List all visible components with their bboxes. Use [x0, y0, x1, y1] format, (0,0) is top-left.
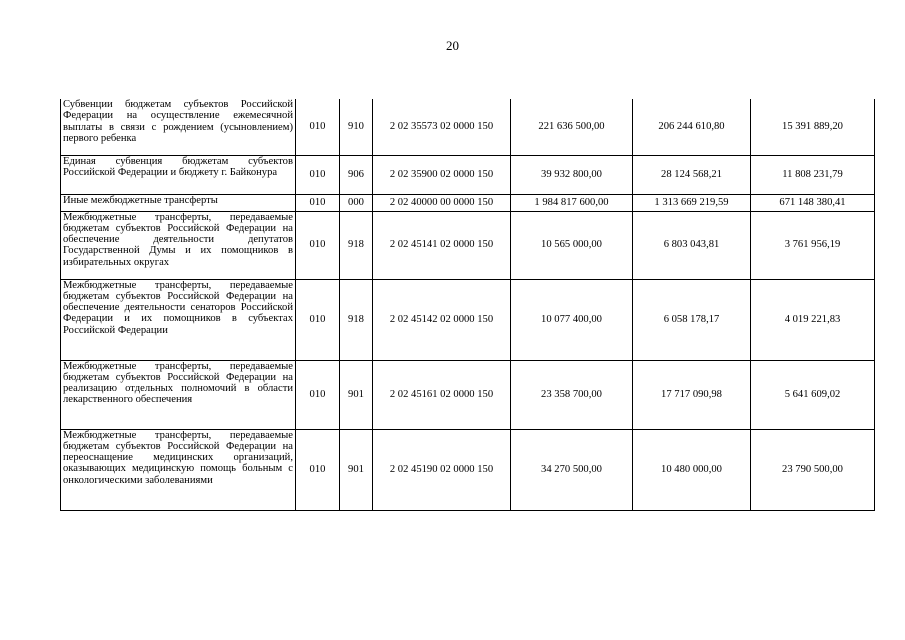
row-name: Межбюджетные трансферты, передаваемые бюджетам субъектов Российской Федерации на реализацию отдельных полномочий в области лекарственного обеспечения — [61, 360, 296, 429]
budget-transfers-table — [60, 99, 875, 511]
row-approved-amount: 39 932 800,00 — [511, 155, 633, 194]
row-name: Единая субвенция бюджетам субъектов Российской Федерации и бюджету г. Байконура — [61, 155, 296, 194]
row-remainder-amount: 3 761 956,19 — [751, 211, 875, 279]
row-admin-code: 901 — [340, 360, 373, 429]
row-section-code: 010 — [296, 211, 340, 279]
row-remainder-amount: 671 148 380,41 — [751, 194, 875, 211]
table-row — [61, 429, 875, 510]
row-name: Межбюджетные трансферты, передаваемые бюджетам субъектов Российской Федерации на обеспечение деятельности сенаторов Российской Федерации и их помощников в субъектах Российской Федерации — [61, 279, 296, 360]
row-section-code: 010 — [296, 279, 340, 360]
row-executed-amount: 6 058 178,17 — [633, 279, 751, 360]
row-executed-amount: 206 244 610,80 — [633, 99, 751, 155]
row-remainder-amount: 4 019 221,83 — [751, 279, 875, 360]
row-approved-amount: 1 984 817 600,00 — [511, 194, 633, 211]
row-executed-amount: 17 717 090,98 — [633, 360, 751, 429]
row-name: Иные межбюджетные трансферты — [61, 194, 296, 211]
row-remainder-amount: 11 808 231,79 — [751, 155, 875, 194]
table-row — [61, 99, 875, 155]
row-approved-amount: 221 636 500,00 — [511, 99, 633, 155]
row-budget-code: 2 02 45161 02 0000 150 — [373, 360, 511, 429]
row-section-code: 010 — [296, 429, 340, 510]
row-executed-amount: 1 313 669 219,59 — [633, 194, 751, 211]
row-admin-code: 918 — [340, 279, 373, 360]
row-admin-code: 918 — [340, 211, 373, 279]
row-admin-code: 901 — [340, 429, 373, 510]
row-approved-amount: 10 077 400,00 — [511, 279, 633, 360]
row-section-code: 010 — [296, 99, 340, 155]
row-approved-amount: 23 358 700,00 — [511, 360, 633, 429]
table-row — [61, 155, 875, 194]
row-remainder-amount: 23 790 500,00 — [751, 429, 875, 510]
row-budget-code: 2 02 45190 02 0000 150 — [373, 429, 511, 510]
row-executed-amount: 28 124 568,21 — [633, 155, 751, 194]
row-section-code: 010 — [296, 155, 340, 194]
row-admin-code: 906 — [340, 155, 373, 194]
row-approved-amount: 10 565 000,00 — [511, 211, 633, 279]
row-budget-code: 2 02 40000 00 0000 150 — [373, 194, 511, 211]
table-row — [61, 360, 875, 429]
table-row — [61, 211, 875, 279]
row-remainder-amount: 15 391 889,20 — [751, 99, 875, 155]
row-executed-amount: 6 803 043,81 — [633, 211, 751, 279]
row-budget-code: 2 02 35573 02 0000 150 — [373, 99, 511, 155]
row-section-code: 010 — [296, 194, 340, 211]
page-number: 20 — [446, 38, 459, 53]
row-name: Межбюджетные трансферты, передаваемые бюджетам субъектов Российской Федерации на переоснащение медицинских организаций, оказывающих медицинскую помощь больным с онкологическими заболеваниями — [61, 429, 296, 510]
table-row — [61, 279, 875, 360]
row-executed-amount: 10 480 000,00 — [633, 429, 751, 510]
row-remainder-amount: 5 641 609,02 — [751, 360, 875, 429]
row-budget-code: 2 02 45142 02 0000 150 — [373, 279, 511, 360]
row-admin-code: 910 — [340, 99, 373, 155]
row-name: Субвенции бюджетам субъектов Российской Федерации на осуществление ежемесячной выплаты в связи с рождением (усыновлением) первого ребенка — [61, 99, 296, 155]
row-name: Межбюджетные трансферты, передаваемые бюджетам субъектов Российской Федерации на обеспечение деятельности депутатов Государственной Думы и их помощников в избирательных округах — [61, 211, 296, 279]
table-row — [61, 194, 875, 211]
row-section-code: 010 — [296, 360, 340, 429]
row-budget-code: 2 02 35900 02 0000 150 — [373, 155, 511, 194]
row-admin-code: 000 — [340, 194, 373, 211]
row-approved-amount: 34 270 500,00 — [511, 429, 633, 510]
row-budget-code: 2 02 45141 02 0000 150 — [373, 211, 511, 279]
